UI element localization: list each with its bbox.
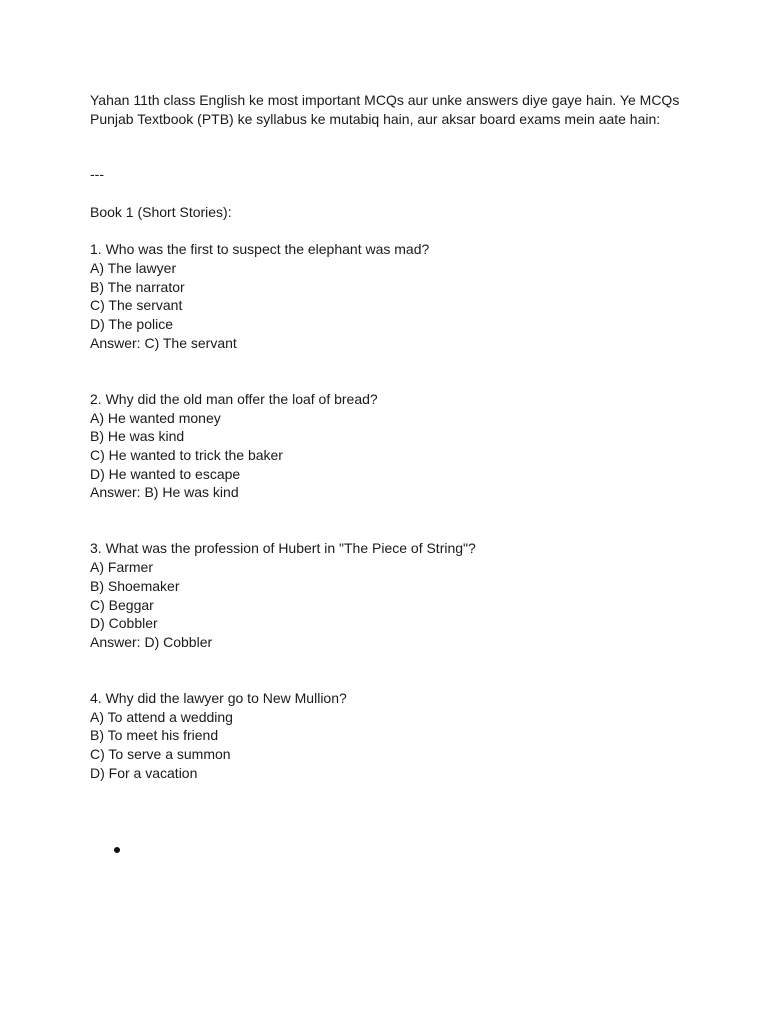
option: C) The servant xyxy=(90,297,183,314)
option: A) Farmer xyxy=(90,559,153,576)
option: A) He wanted money xyxy=(90,409,221,426)
question-text: 2. Why did the old man offer the loaf of bread? xyxy=(90,390,378,407)
intro-line: Punjab Textbook (PTB) ke syllabus ke mutabiq hain, aur aksar board exams mein aate hain: xyxy=(90,110,661,127)
option: B) He was kind xyxy=(90,428,185,445)
answer: Answer: B) He was kind xyxy=(90,484,239,501)
intro-paragraph xyxy=(90,91,710,128)
section-title: Book 1 (Short Stories): xyxy=(90,203,232,220)
bullet-point xyxy=(114,847,120,853)
option: C) To serve a summon xyxy=(90,746,231,763)
option: A) The lawyer xyxy=(90,259,177,276)
question-block xyxy=(90,390,710,502)
option: A) To attend a wedding xyxy=(90,708,233,725)
question-block xyxy=(90,240,710,352)
option: B) The narrator xyxy=(90,278,185,295)
question-block xyxy=(90,539,710,651)
option: D) He wanted to escape xyxy=(90,465,241,482)
option: B) Shoemaker xyxy=(90,577,180,594)
option: D) Cobbler xyxy=(90,615,158,632)
answer: Answer: D) Cobbler xyxy=(90,633,213,650)
intro-line: Yahan 11th class English ke most important MCQs aur unke answers diye gaye hain. Ye MCQs xyxy=(90,92,680,108)
option: D) For a vacation xyxy=(90,764,198,781)
option: B) To meet his friend xyxy=(90,727,219,744)
question-text: 1. Who was the first to suspect the elephant was mad? xyxy=(90,241,430,258)
option: D) The police xyxy=(90,316,174,332)
option: C) He wanted to trick the baker xyxy=(90,446,283,463)
option: C) Beggar xyxy=(90,596,154,613)
document-page xyxy=(90,91,710,783)
question-text: 4. Why did the lawyer go to New Mullion? xyxy=(90,690,347,707)
question-text: 3. What was the profession of Hubert in "The Piece of String"? xyxy=(90,540,476,557)
separator: --- xyxy=(90,166,104,183)
answer: Answer: C) The servant xyxy=(90,334,237,351)
question-block xyxy=(90,689,710,783)
